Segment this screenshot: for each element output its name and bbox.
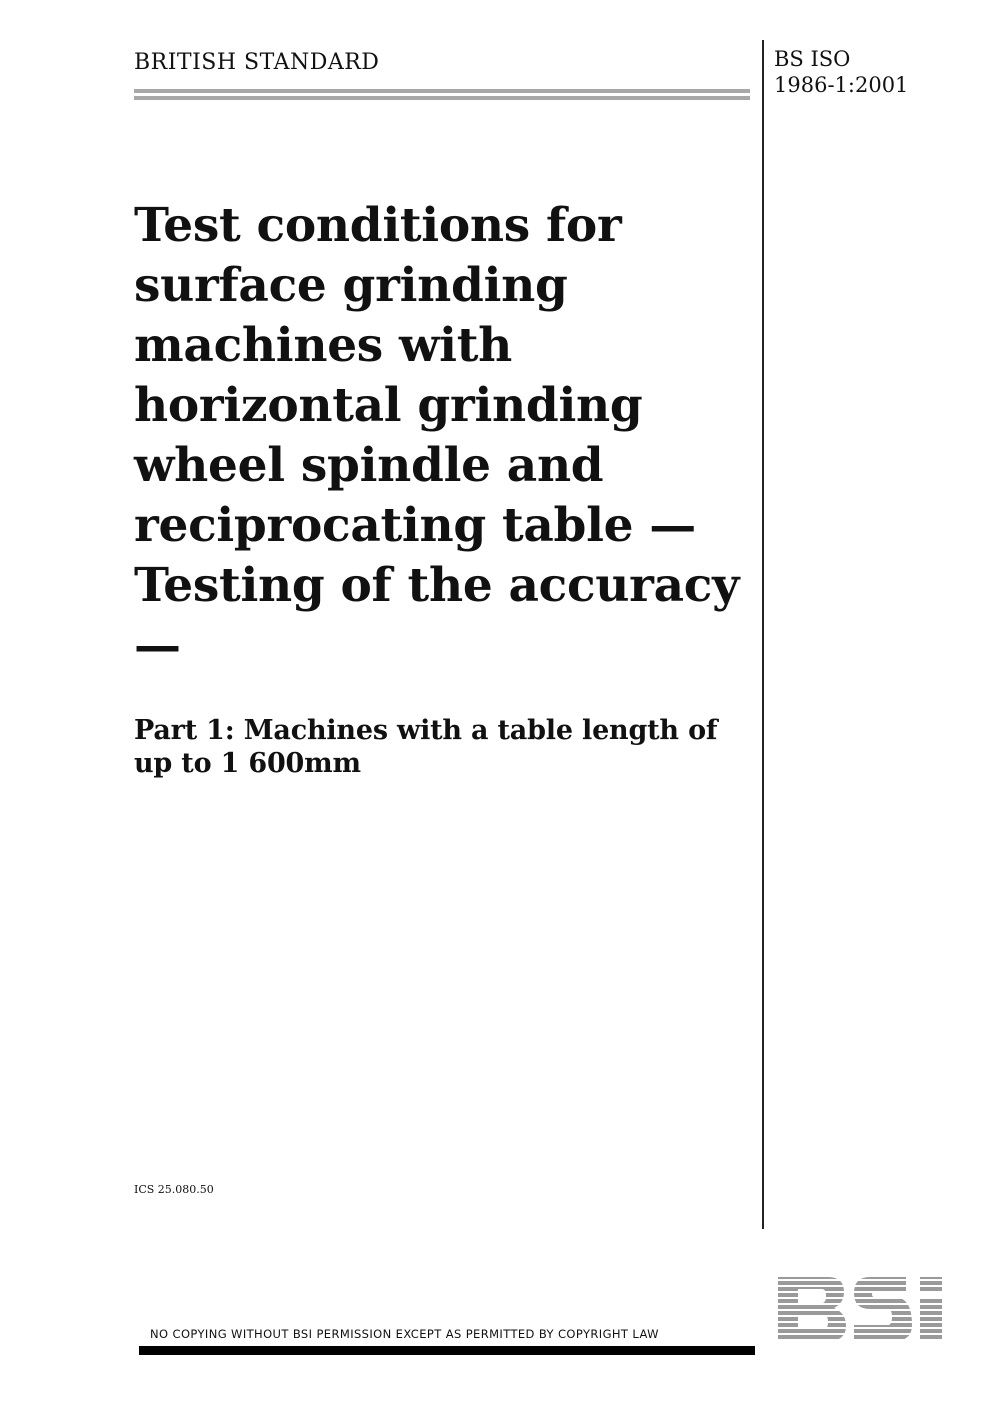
copyright-notice: NO COPYING WITHOUT BSI PERMISSION EXCEPT AS PERMITTED BY COPYRIGHT LAW	[150, 1327, 659, 1341]
document-title: Test conditions for surface grinding machines with horizontal grinding wheel spindle and reciprocating table — Testing of the accuracy —	[134, 198, 740, 673]
document-id-line-2: 1986-1:2001	[774, 73, 909, 97]
document-id	[774, 46, 908, 98]
ics-code: ICS 25.080.50	[134, 1183, 214, 1196]
bsi-logo	[774, 1275, 956, 1343]
vertical-divider	[762, 40, 764, 1229]
header-rule-top	[134, 89, 750, 93]
standard-type-label: BRITISH STANDARD	[134, 50, 380, 75]
document-id-line-1: BS ISO	[774, 47, 851, 71]
document-subtitle: Part 1: Machines with a table length of up to 1 600mm	[134, 715, 718, 779]
header-rule-bottom	[134, 96, 750, 100]
footer-bar	[139, 1346, 755, 1355]
